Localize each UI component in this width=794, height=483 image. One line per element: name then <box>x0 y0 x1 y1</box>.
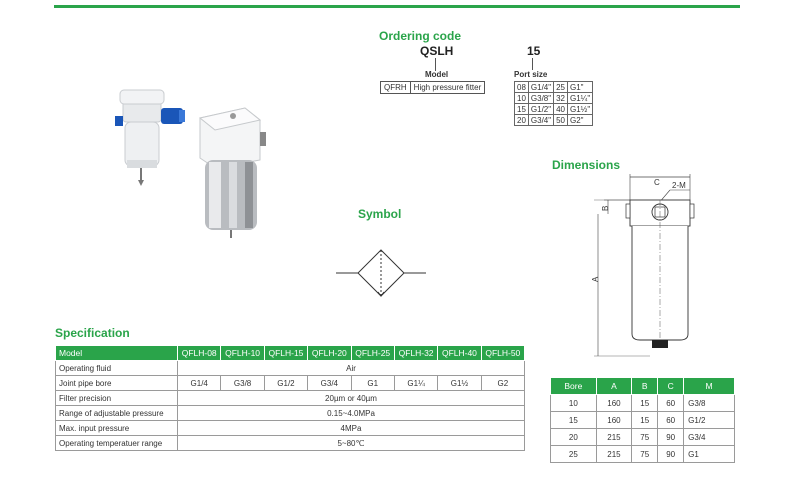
row-label: Range of adjustable pressure <box>56 406 178 421</box>
model-header: QFLH-32 <box>394 346 437 361</box>
bore-value: G2 <box>481 376 524 391</box>
specification-title: Specification <box>55 326 130 340</box>
c-cell: 60 <box>658 395 684 412</box>
port-thread-cell: G1/4" <box>528 82 553 93</box>
header-c: C <box>658 378 684 395</box>
row-label: Max. input pressure <box>56 421 178 436</box>
table-row <box>515 93 593 104</box>
large-filter-unit <box>200 108 266 238</box>
bore-value: G3/4 <box>308 376 351 391</box>
bore-value: G1/4 <box>178 376 221 391</box>
port-thread-cell: G2" <box>568 115 593 126</box>
m-cell: G3/8 <box>684 395 735 412</box>
row-label: Operating fluid <box>56 361 178 376</box>
c-cell: 90 <box>658 429 684 446</box>
b-cell: 15 <box>632 412 658 429</box>
model-code: QSLH <box>420 44 454 58</box>
dimensions-title: Dimensions <box>552 158 621 172</box>
model-table <box>380 81 485 94</box>
header-bore: Bore <box>551 378 597 395</box>
row-label: Filter precision <box>56 391 178 406</box>
port-thread-cell: G1¼" <box>568 93 593 104</box>
row-label: Operating temperatuer range <box>56 436 178 451</box>
model-label: Model <box>425 70 449 79</box>
small-filter-unit <box>115 90 185 186</box>
a-cell: 160 <box>596 412 632 429</box>
bore-cell: 15 <box>551 412 597 429</box>
port-thread-cell: G3/4" <box>528 115 553 126</box>
port-code-cell: 40 <box>554 104 568 115</box>
port-code-cell: 20 <box>515 115 529 126</box>
a-cell: 215 <box>596 446 632 463</box>
m-cell: G1/2 <box>684 412 735 429</box>
dim-label-b: B <box>601 205 610 211</box>
table-row <box>515 115 593 126</box>
b-cell: 75 <box>632 446 658 463</box>
bore-value: G3/8 <box>221 376 264 391</box>
header-rule <box>54 5 740 8</box>
row-value: 20µm or 40µm <box>178 391 525 406</box>
bore-value: G1½ <box>438 376 481 391</box>
port-size-table <box>514 81 593 126</box>
row-value: 0.15~4.0MPa <box>178 406 525 421</box>
row-value: Air <box>178 361 525 376</box>
table-row <box>56 421 525 436</box>
row-value: 5~80℃ <box>178 436 525 451</box>
model-header: QFLH-08 <box>178 346 221 361</box>
port-code-cell: 32 <box>554 93 568 104</box>
table-row <box>551 412 735 429</box>
table-row <box>515 104 593 115</box>
product-photo <box>105 80 280 240</box>
port-thread-cell: G1/2" <box>528 104 553 115</box>
table-row <box>56 436 525 451</box>
port-leader-line <box>532 58 533 70</box>
port-thread-cell: G3/8" <box>528 93 553 104</box>
dimensions-drawing <box>588 174 700 364</box>
model-code-cell: QFRH <box>381 82 411 94</box>
b-cell: 15 <box>632 395 658 412</box>
table-row <box>381 82 485 94</box>
c-cell: 90 <box>658 446 684 463</box>
table-header-row <box>56 346 525 361</box>
bore-value: G1 <box>351 376 394 391</box>
bore-cell: 10 <box>551 395 597 412</box>
model-header: QFLH-50 <box>481 346 524 361</box>
table-row <box>551 446 735 463</box>
bore-value: G1/2 <box>264 376 307 391</box>
port-code-cell: 10 <box>515 93 529 104</box>
model-header: QFLH-25 <box>351 346 394 361</box>
model-desc-cell: High pressure fitter <box>410 82 485 94</box>
filter-symbol <box>336 248 426 298</box>
table-row <box>551 429 735 446</box>
row-value: 4MPa <box>178 421 525 436</box>
dim-label-c: C <box>654 178 660 187</box>
m-cell: G1 <box>684 446 735 463</box>
header-a: A <box>596 378 632 395</box>
dim-label-a: A <box>591 276 600 282</box>
table-row <box>551 395 735 412</box>
port-thread-cell: G1½" <box>568 104 593 115</box>
table-row <box>56 361 525 376</box>
table-row <box>515 82 593 93</box>
bore-value: G1¼ <box>394 376 437 391</box>
model-header: QFLH-40 <box>438 346 481 361</box>
table-row <box>56 376 525 391</box>
bore-cell: 25 <box>551 446 597 463</box>
m-cell: G3/4 <box>684 429 735 446</box>
table-header-row <box>551 378 735 395</box>
port-size-label: Port size <box>514 70 548 79</box>
c-cell: 60 <box>658 412 684 429</box>
dim-label-m: 2-M <box>672 181 686 190</box>
row-label: Joint pipe bore <box>56 376 178 391</box>
header-m: M <box>684 378 735 395</box>
header-b: B <box>632 378 658 395</box>
port-code-cell: 25 <box>554 82 568 93</box>
ordering-code-title: Ordering code <box>379 29 462 43</box>
model-header: QFLH-20 <box>308 346 351 361</box>
port-code-cell: 15 <box>515 104 529 115</box>
port-code: 15 <box>527 44 541 58</box>
port-code-cell: 08 <box>515 82 529 93</box>
table-row <box>56 406 525 421</box>
b-cell: 75 <box>632 429 658 446</box>
header-model: Model <box>56 346 178 361</box>
bore-cell: 20 <box>551 429 597 446</box>
model-header: QFLH-10 <box>221 346 264 361</box>
symbol-title: Symbol <box>358 207 402 221</box>
specification-table <box>55 345 525 451</box>
a-cell: 215 <box>596 429 632 446</box>
dimensions-table <box>550 377 735 463</box>
port-thread-cell: G1" <box>568 82 593 93</box>
model-header: QFLH-15 <box>264 346 307 361</box>
port-code-cell: 50 <box>554 115 568 126</box>
a-cell: 160 <box>596 395 632 412</box>
table-row <box>56 391 525 406</box>
